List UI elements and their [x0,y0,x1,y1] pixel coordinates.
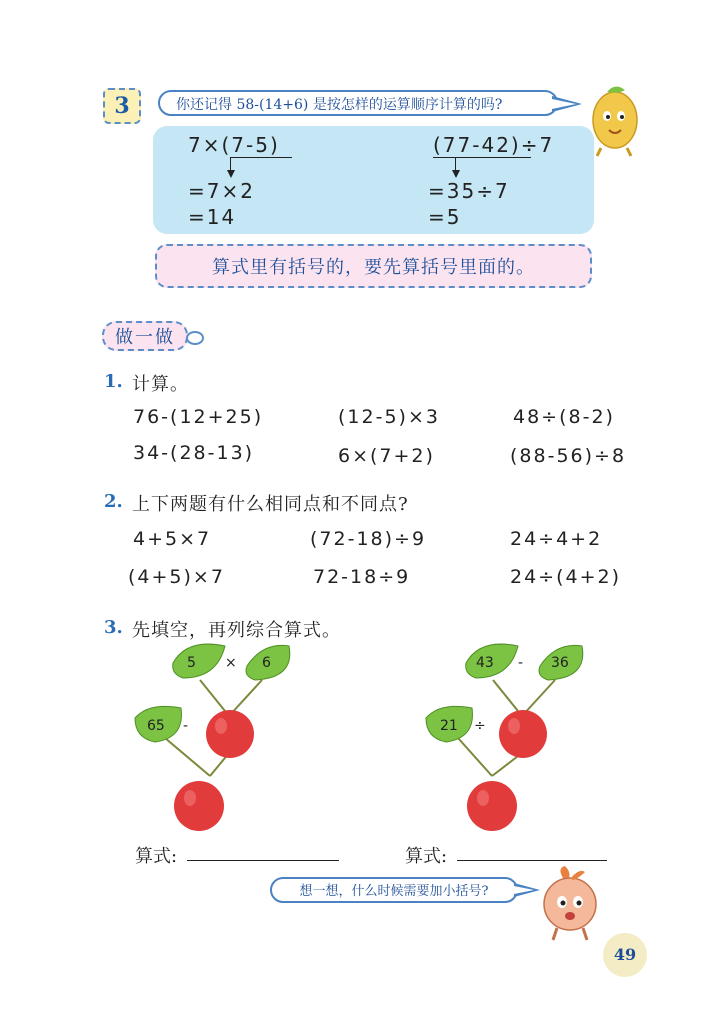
branch [493,680,522,716]
leaf-value-a: 43 [476,655,494,671]
apple-middle [499,710,547,758]
tip-bubble-tail-inner [514,886,534,894]
apple-bottom [174,781,224,831]
leaf-value-c: 21 [440,718,458,734]
q3-text: 先填空，再列综合算式。 [132,620,341,641]
leaf-value-c: 65 [147,718,165,734]
apple-tree-1 [125,638,305,834]
right-arrow-head [452,170,460,178]
q2-expr: 72-18÷9 [313,566,411,588]
left-calc-line2: =7×2 [188,179,255,203]
page-number: 49 [603,933,647,977]
right-calc-line3: =5 [428,205,462,229]
left-arrow-stem [230,157,231,171]
chestnut-mascot-icon [535,862,605,947]
tip-speech-bubble: 想一想，什么时候需要加小括号? [270,877,518,903]
answer-line-1[interactable] [187,860,339,861]
right-calc-line1: (77-42)÷7 [433,133,555,157]
q2-expr: 24÷(4+2) [510,566,622,588]
branch [200,680,229,716]
operator-2: - [183,718,189,734]
q2-number: 2. [104,491,123,512]
left-calc-line3: =14 [188,205,237,229]
apple-tree-2 [418,638,598,834]
answer-label-2: 算式: [405,846,448,867]
left-arrow-head [227,170,235,178]
rule-box: 算式里有括号的，要先算括号里面的。 [155,244,592,288]
branch [458,738,492,776]
speech-bubble-tail-inner [552,99,576,109]
operator-1: - [518,655,524,671]
q1-expr: 6×(7+2) [338,445,435,467]
question-speech-bubble: 你还记得 58-(14+6) 是按怎样的运算顺序计算的吗? [158,90,558,116]
right-calc-line2: =35÷7 [428,179,510,203]
q1-expr: 34-(28-13) [133,442,255,464]
left-bracket-underline [230,157,292,158]
q3-number: 3. [104,617,123,638]
example-number-badge: 3 [103,88,141,124]
do-it-tag: 做一做 [102,321,188,351]
right-arrow-stem [455,157,456,171]
potato-mascot-icon [585,80,645,160]
do-it-tag-tail [186,331,204,345]
right-bracket-underline [433,157,531,158]
left-calc-line1: 7×(7-5) [188,133,280,157]
q2-expr: (72-18)÷9 [310,528,427,550]
leaf-value-b: 6 [262,655,271,671]
leaf-value-a: 5 [187,655,196,671]
q1-expr: (12-5)×3 [338,406,440,428]
q1-expr: 48÷(8-2) [513,406,615,428]
operator-2: ÷ [474,718,486,734]
leaf-value-b: 36 [551,655,569,671]
q1-expr: 76-(12+25) [133,406,264,428]
branch [165,738,210,776]
q1-number: 1. [104,371,123,392]
apple-middle [206,710,254,758]
leaf-left-top [173,644,225,678]
q1-text: 计算。 [132,374,189,395]
answer-line-2[interactable] [457,860,607,861]
q2-expr: 4+5×7 [133,528,212,550]
q2-expr: 24÷4+2 [510,528,603,550]
q2-expr: (4+5)×7 [128,566,225,588]
q1-expr: (88-56)÷8 [510,445,627,467]
answer-label-1: 算式: [135,846,178,867]
apple-bottom [467,781,517,831]
q2-text: 上下两题有什么相同点和不同点? [132,494,409,515]
operator-1: × [225,655,237,671]
